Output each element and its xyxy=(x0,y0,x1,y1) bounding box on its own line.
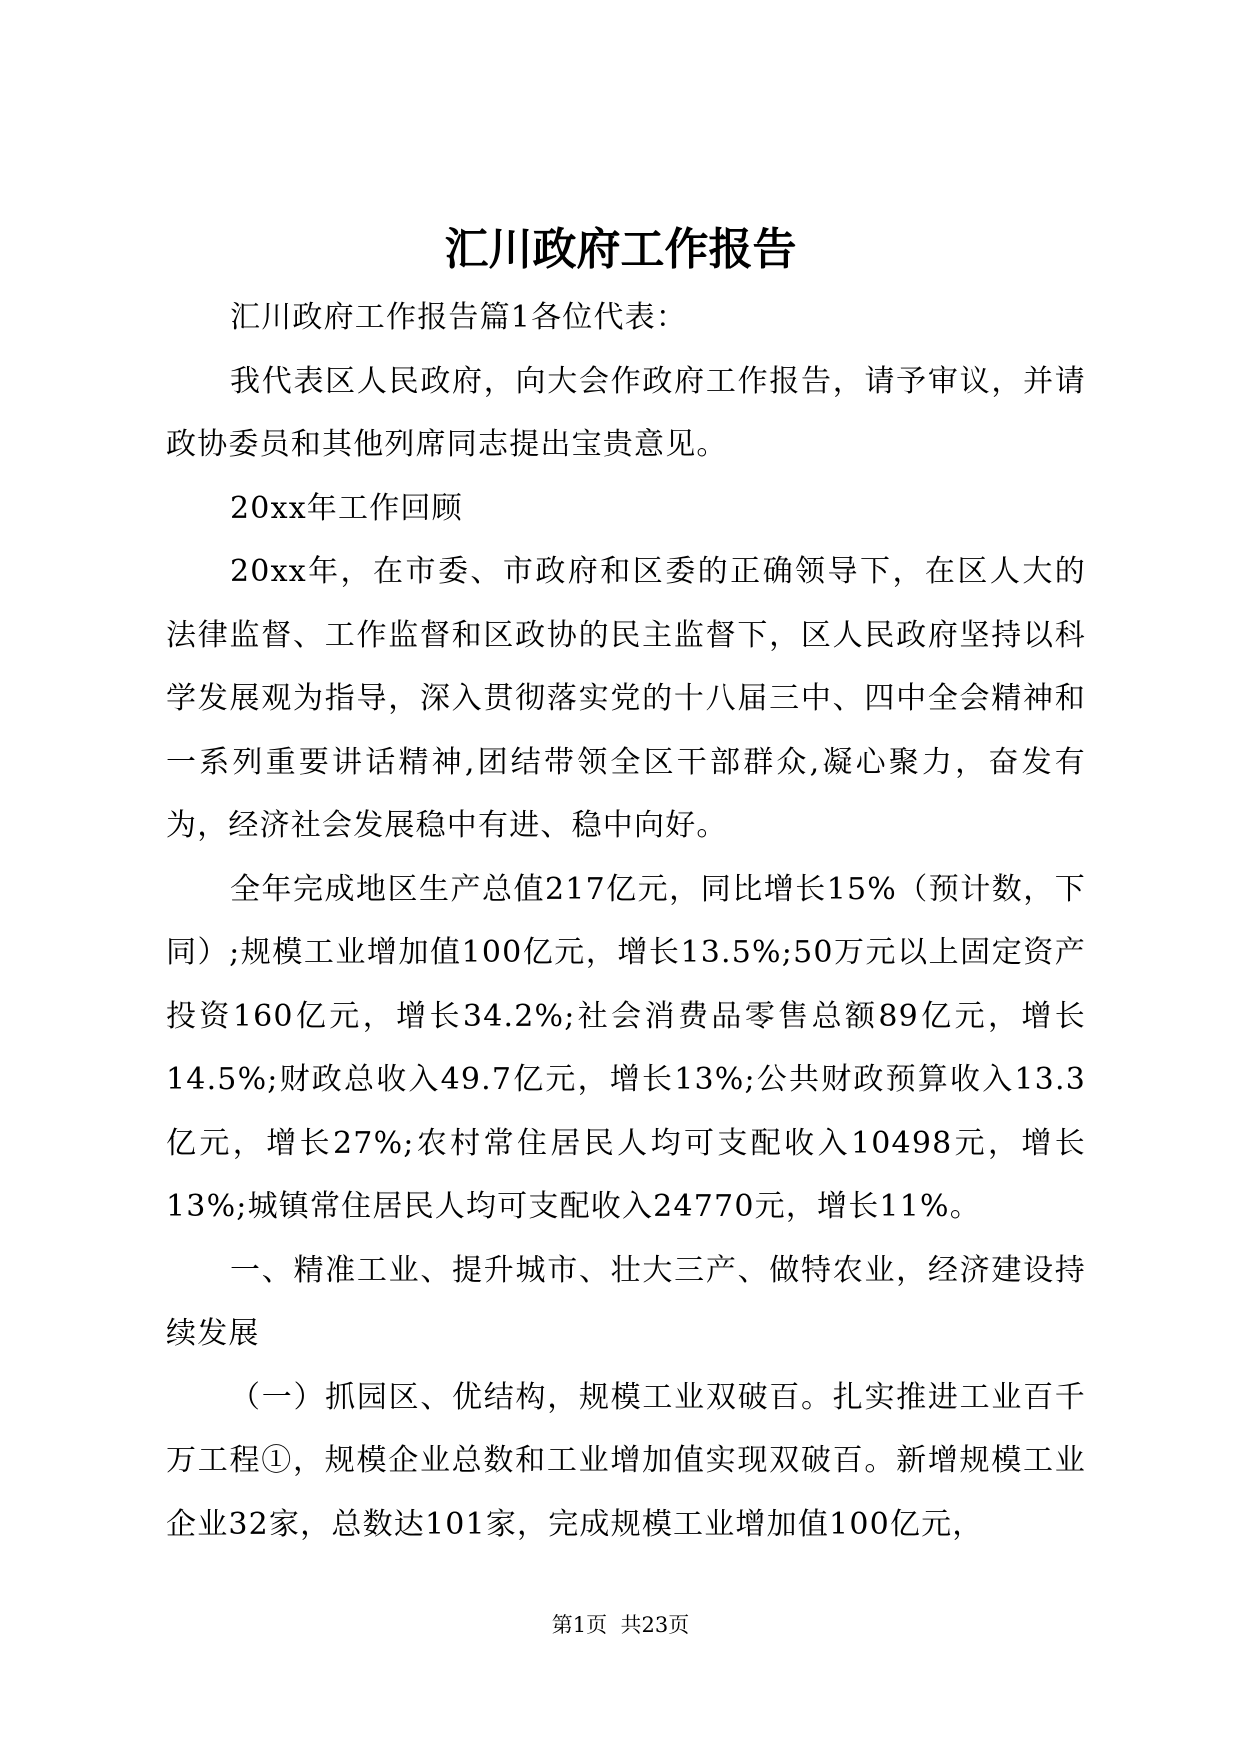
document-title: 汇川政府工作报告 xyxy=(444,224,797,275)
section-heading-review: 20xx年工作回顾 xyxy=(230,490,463,526)
paragraph-overview: 20xx年，在市委、市政府和区委的正确领导下，在区人大的法律监督、工作监督和区政协的民主监督下，区人民政府坚持以科学发展观为指导，深入贯彻落实党的十八届三中、四中全会精神和一系列重要讲话精神,团结带领全区干部群众,凝心聚力，奋发有为，经济社会发展稳中有进、稳中向好。 xyxy=(166,554,1086,843)
page-total: 共23页 xyxy=(620,1613,690,1637)
paragraph-industry: （一）抓园区、优结构，规模工业双破百。扎实推进工业百千万工程①，规模企业总数和工业增加值实现双破百。新增规模工业企业32家，总数达101家，完成规模工业增加值100亿元， xyxy=(166,1379,1086,1542)
document-body xyxy=(166,286,1086,1556)
page-footer xyxy=(0,1611,1241,1639)
page-number: 第1页 xyxy=(551,1613,608,1637)
paragraph-economic-indicators: 全年完成地区生产总值217亿元，同比增长15%（预计数，下同）;规模工业增加值100亿元，增长13.5%;50万元以上固定资产投资160亿元，增长34.2%;社会消费品零售总额89亿元，增长14.5%;财政总收入49.7亿元，增长13%;公共财政预算收入13.3亿元，增长27%;农村常住居民人均可支配收入10498元，增长13%;城镇常住居民人均可支配收入24770元，增长11%。 xyxy=(166,871,1086,1224)
section-heading-economy: 一、精准工业、提升城市、壮大三产、做特农业，经济建设持续发展 xyxy=(166,1252,1086,1351)
paragraph-greeting: 汇川政府工作报告篇1各位代表： xyxy=(230,300,688,335)
paragraph-intro: 我代表区人民政府，向大会作政府工作报告，请予审议，并请政协委员和其他列席同志提出宝贵意见。 xyxy=(166,363,1086,462)
